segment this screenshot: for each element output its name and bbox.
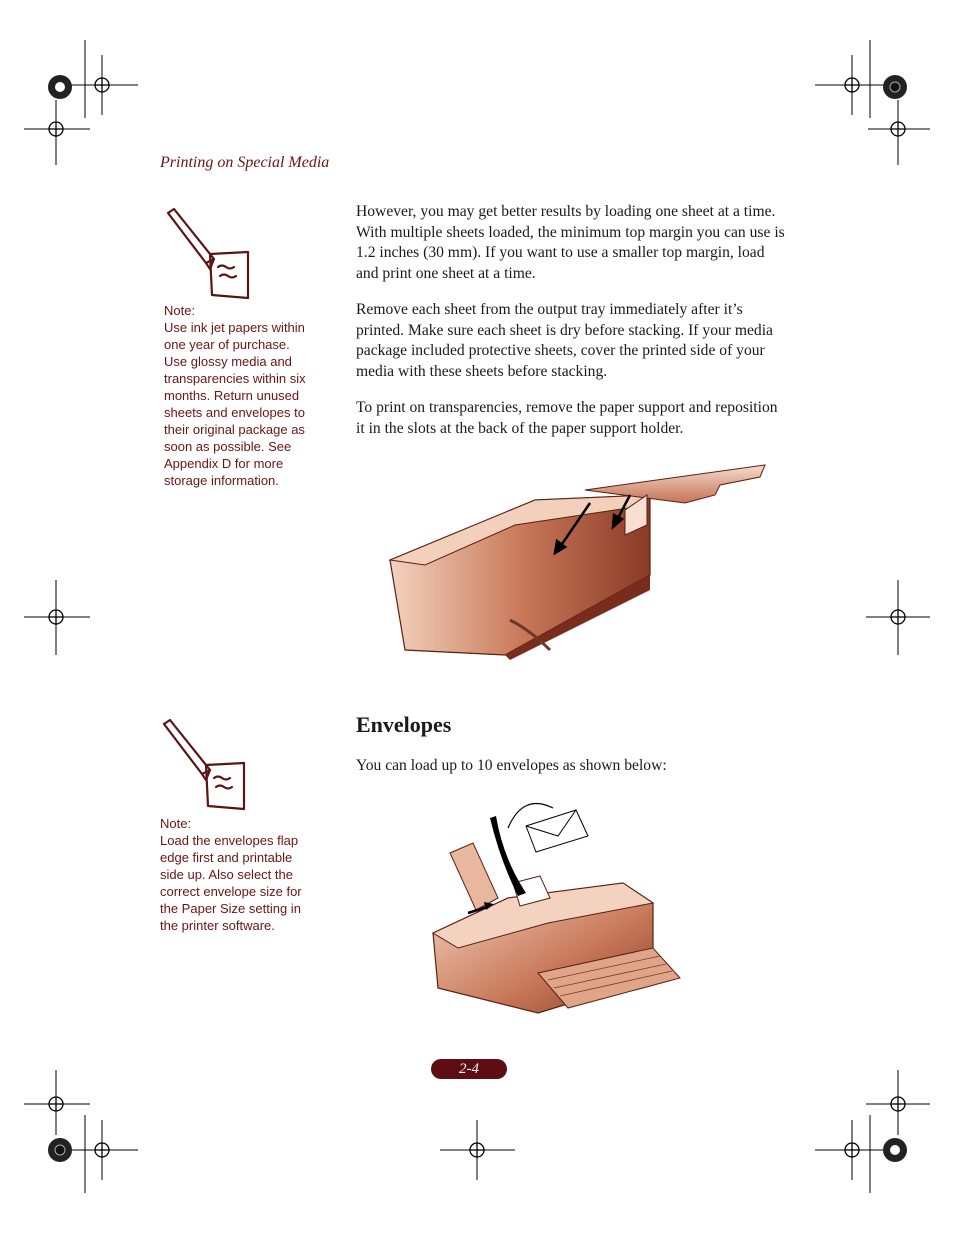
note-line: edge first and printable: [160, 850, 293, 865]
paragraph-1: However, you may get better results by loading one sheet at a time. With multiple sheets loaded, the minimum top margin you can use is 1.2 inches (30 mm). If you want to use a smaller top margin, load and print one sheet at a time.: [356, 203, 785, 282]
note-line: side up. Also select the: [160, 867, 293, 882]
running-header: Printing on Special Media: [160, 154, 330, 171]
note-line: soon as possible. See: [164, 439, 292, 454]
note-label: Note:: [160, 816, 192, 831]
note-pencil-icon-2: [158, 718, 250, 814]
note-line: storage information.: [164, 473, 279, 488]
printer-transparency-illustration: [385, 455, 770, 660]
page-number: 2-4: [431, 1059, 507, 1079]
note-2: [160, 815, 302, 934]
envelopes-intro: You can load up to 10 envelopes as shown below:: [356, 757, 667, 774]
paragraph-3: To print on transparencies, remove the paper support and reposition it in the slots at the back of the paper support holder.: [356, 399, 778, 437]
note-line: their original package as: [164, 422, 305, 437]
body-text: [356, 202, 786, 284]
note-pencil-icon: [162, 207, 254, 303]
note-line: sheets and envelopes to: [164, 405, 305, 420]
note-label: Note:: [164, 303, 196, 318]
paragraph-2: Remove each sheet from the output tray immediately after it’s printed. Make sure each sheet is dry before stacking. If your media package included protective sheets, cover the printed side of your media with these sheets before stacking.: [356, 301, 773, 380]
printer-envelope-illustration: [428, 798, 683, 1020]
section-title-envelopes: Envelopes: [356, 712, 452, 737]
note-line: months. Return unused: [164, 388, 300, 403]
note-line: correct envelope size for: [160, 884, 302, 899]
body-text-2: [356, 300, 786, 382]
note-line: the printer software.: [160, 918, 275, 933]
note-line: the Paper Size setting in: [160, 901, 301, 916]
envelope-icon: [526, 810, 588, 852]
note-line: one year of purchase.: [164, 337, 290, 352]
note-line: Load the envelopes flap: [160, 833, 299, 848]
note-line: transparencies within six: [164, 371, 306, 386]
note-line: Appendix D for more: [164, 456, 284, 471]
note-line: Use glossy media and: [164, 354, 292, 369]
note-line: Use ink jet papers within: [164, 320, 305, 335]
body-text-3: [356, 398, 786, 439]
note-1: [164, 302, 306, 489]
